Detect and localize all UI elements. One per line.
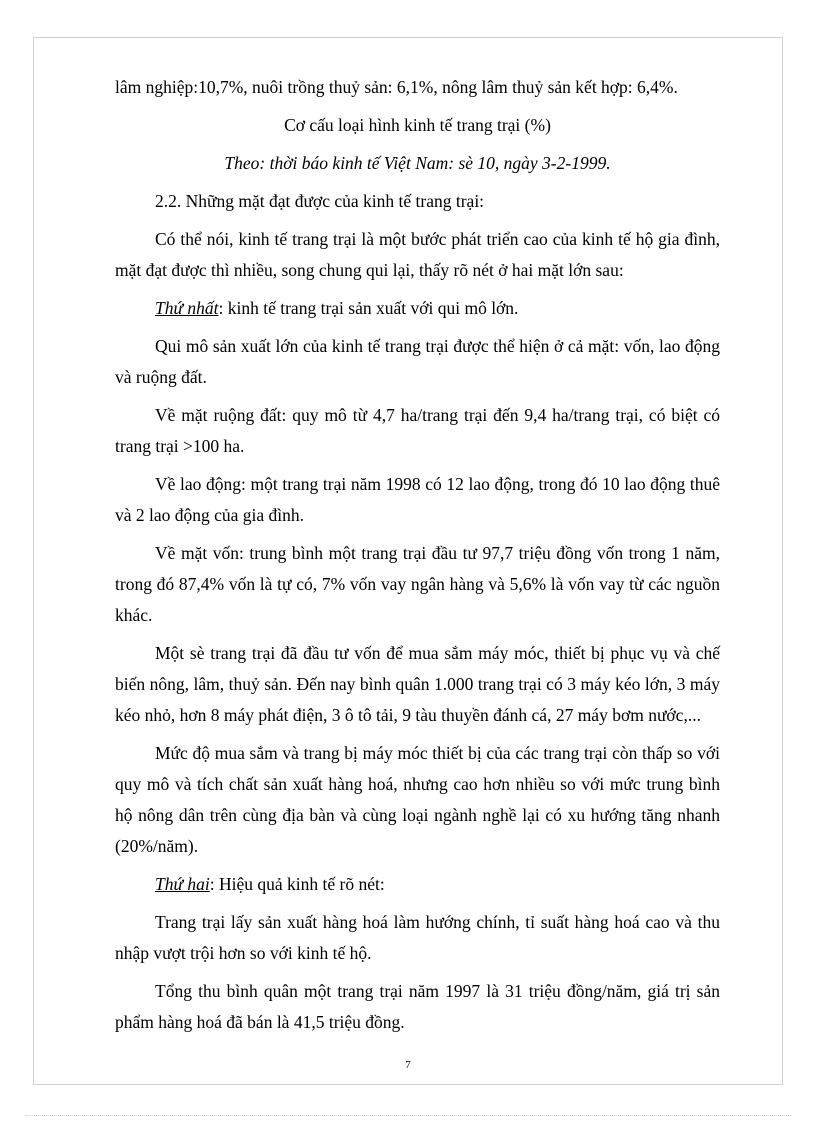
paragraph: Về mặt ruộng đất: quy mô từ 4,7 ha/trang trại đến 9,4 ha/trang trại, có biệt có trang trại >100 ha.	[115, 405, 720, 456]
paragraph: Trang trại lấy sản xuất hàng hoá làm hướng chính, tỉ suất hàng hoá cao và thu nhập vượt trội hơn so với kinh tế hộ.	[115, 912, 720, 963]
bottom-divider	[25, 1115, 791, 1116]
point-label-first: Thứ nhất	[155, 298, 219, 318]
paragraph: Một sè trang trại đã đầu tư vốn để mua sắm máy móc, thiết bị phục vụ và chế biến nông, lâm, thuỷ sản. Đến nay bình quân 1.000 trang trại có 3 máy kéo lớn, 3 máy kéo nhỏ, hơn 8 máy phát điện, 3 ô tô tải, 9 tàu thuyền đánh cá, 27 máy bơm nước,...	[115, 643, 720, 725]
table-caption: Cơ cấu loại hình kinh tế trang trại (%)	[284, 115, 551, 135]
point-text-second: : Hiệu quả kinh tế rõ nét:	[209, 874, 385, 894]
paragraph: Có thể nói, kinh tế trang trại là một bước phát triển cao của kinh tế hộ gia đình, mặt đạt được thì nhiều, song chung qui lại, thấy rõ nét ở hai mặt lớn sau:	[115, 229, 720, 280]
paragraph: Tổng thu bình quân một trang trại năm 1997 là 31 triệu đồng/năm, giá trị sản phẩm hàng hoá đã bán là 41,5 triệu đồng.	[115, 981, 720, 1032]
paragraph-continuation: lâm nghiệp:10,7%, nuôi trồng thuỷ sản: 6,1%, nông lâm thuỷ sản kết hợp: 6,4%.	[115, 77, 678, 97]
paragraph: Mức độ mua sắm và trang bị máy móc thiết bị của các trang trại còn thấp so với quy mô và tích chất sản xuất hàng hoá, nhưng cao hơn nhiều so với mức trung bình hộ nông dân trên cùng địa bàn và cùng loại ngành nghề lại có xu hướng tăng nhanh (20%/năm).	[115, 743, 720, 856]
document-body	[115, 72, 720, 1038]
paragraph-first-point	[115, 293, 720, 324]
page-number: 7	[405, 1059, 411, 1071]
paragraph-second-point	[115, 869, 720, 900]
section-heading: 2.2. Những mặt đạt được của kinh tế trang trại:	[155, 191, 485, 211]
point-label-second: Thứ hai	[155, 874, 210, 894]
point-text-first: : kinh tế trang trại sản xuất với qui mô lớn.	[218, 298, 519, 318]
paragraph: Về mặt vốn: trung bình một trang trại đầu tư 97,7 triệu đồng vốn trong 1 năm, trong đó 87,4% vốn là tự có, 7% vốn vay ngân hàng và 5,6% là vốn vay từ các nguồn khác.	[115, 543, 720, 625]
paragraph: Về lao động: một trang trại năm 1998 có 12 lao động, trong đó 10 lao động thuê và 2 lao động của gia đình.	[115, 474, 720, 525]
source-citation: Theo: thời báo kinh tế Việt Nam: sè 10, ngày 3-2-1999.	[224, 153, 611, 173]
paragraph: Qui mô sản xuất lớn của kinh tế trang trại được thể hiện ở cả mặt: vốn, lao động và ruộng đất.	[115, 336, 720, 387]
